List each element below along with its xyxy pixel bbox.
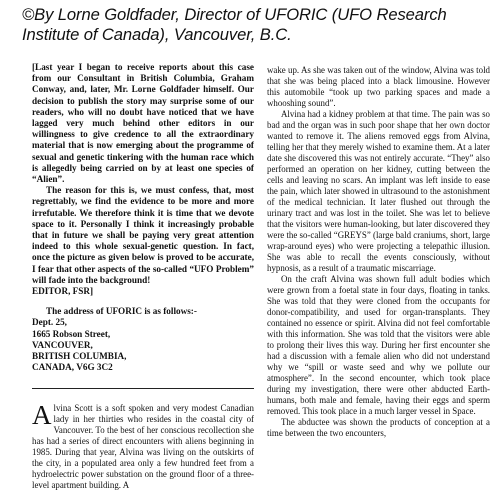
address-line: VANCOUVER, [32,339,93,350]
editor-signature: EDITOR, FSR] [32,286,94,297]
address-line: BRITISH COLUMBIA, [32,351,127,362]
story-continuation [267,65,490,439]
story-paragraph: On the craft Alvina was shown full adult bodies which were grown from a foetal state in four days, floating in tanks. She was told that they were cloned from the occupants for donor-compatibility, and used for organ-transplants. They contained no essence or spirit. Alvina did not feel comfortable with this information. She was told that the visitors were able to prolong their lives this way. During her first encounter she had a discussion with a female alien who did not understand why we “spill or waste seed and why we pollute our atmosphere”. In the second encounter, which took place during my investigation, there were other abducted Earth-humans, both male and female, having their eggs and sperm removed. This took place in a much larger vessel in Space. [267,274,490,416]
story-paragraph: The abductee was shown the products of conception at a time between the two encounters, [267,417,490,438]
address-line: CANADA, V6G 3C2 [32,362,113,373]
right-column [267,65,490,439]
intro-paragraph-2: The reason for this is, we must confess, that, most regrettably, we find the evidence to be more and more irrefutable. We therefore think it is time that we devote space to it. Personally I think it increasingly probable that in future we shall be paying very great attention indeed to this whole sexual-genetic question. In fact, once the picture as given below is proved to be accurate, I fear that other aspects of the so-called “UFO Problem” will fade into the background! [32,185,254,285]
story-start [32,400,254,491]
left-column [32,62,254,491]
drop-cap: A [32,400,52,431]
editor-intro [32,62,254,297]
story-paragraph: wake up. As she was taken out of the window, Alvina was told that she was being placed into a black limousine. However this automobile “took up two parking spaces and made a whooshing sound”. [267,65,490,108]
address-block [32,306,254,373]
address-line: 1665 Robson Street, [32,328,111,339]
address-line: Dept. 25, [32,317,67,328]
article-byline-heading: ©By Lorne Goldfader, Director of UFORIC (UFO Research Institute of Canada), Vancouver, B.C. [22,5,447,44]
section-divider [32,388,254,389]
story-paragraph-1: lvina Scott is a soft spoken and very modest Canadian lady in her thirties who resides in the coastal city of Vancouver. To the best of her conscious recollection she has had a series of direct encounters with aliens beginning in 1985. During that year, Alvina was living on the outskirts of the city, in a populated area only a few hundred feet from a hydroelectric power substation on the ground floor of a three-level apartment building. A [32,403,254,491]
intro-paragraph-1: [Last year I began to receive reports about this case from our Consultant in British Columbia, Graham Conway, and, later, Mr. Lorne Goldfader himself. Our decision to publish the story may surprise some of our readers, who will no doubt have noticed that we have lagged very much behind other editors in our willingness to give credence to all the extraordinary material that is now emerging about the programme of sexual and genetic tinkering with the human race which is allegedly being carried on by at least one species of “Alien”. [32,62,254,185]
address-heading: The address of UFORIC is as follows:- [46,306,197,317]
story-paragraph: Alvina had a kidney problem at that time. The pain was so bad and the organ was in such poor shape that her own doctor wanted to remove it. The aliens removed eggs from Alvina, telling her that they merely wished to examine them. At a later date she discovered this was not entirely accurate. “They” also performed an operation on her kidney, cutting between the cells and leaving no scars. An implant was left inside to ease the pain, which later showed in ultrasound to the astonishment of the medical technician. It later flushed out through the urinary tract and was lost in the toilet. She was let to believe that the visitors were human-looking, but later discovered they were the so-called “GREYS” (large bald craniums, short, large wrap-around eyes) who were projecting a telepathic illusion. She was able to recall the events consciously, without hypnosis, as a result of a traumatic miscarriage. [267,109,490,273]
